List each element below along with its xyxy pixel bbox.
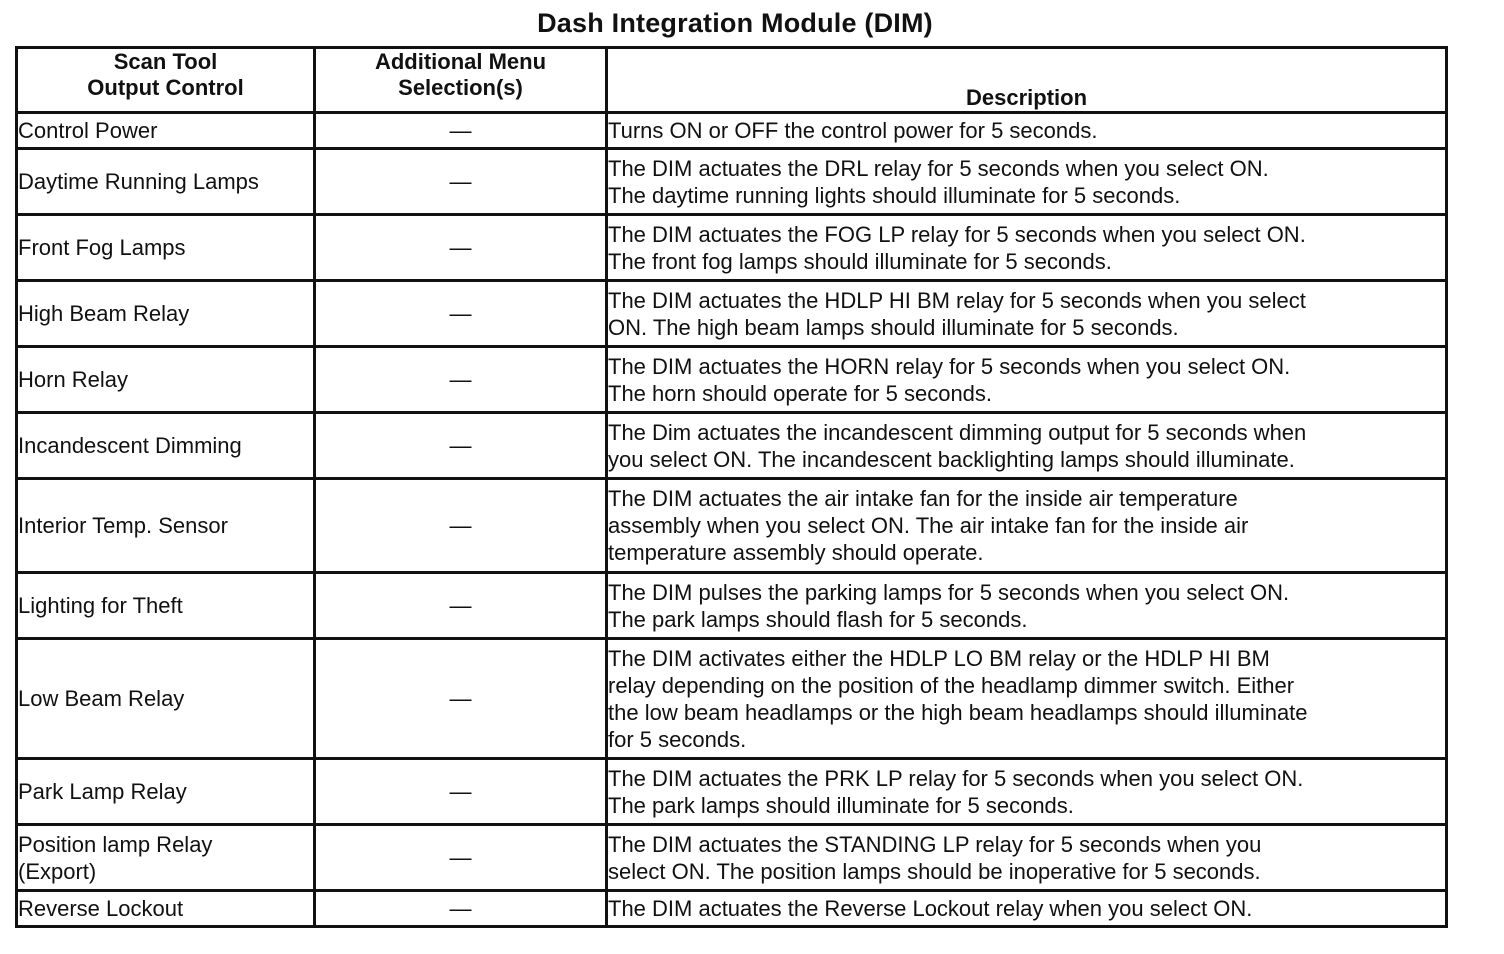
- description-line: The DIM pulses the parking lamps for 5 seconds when you select ON.: [608, 579, 1290, 605]
- description-cell: [607, 347, 1447, 413]
- description-cell: [607, 113, 1447, 149]
- description-line: The DIM actuates the FOG LP relay for 5 seconds when you select ON.: [608, 221, 1306, 247]
- table-row: [17, 215, 1447, 281]
- description-line: for 5 seconds.: [608, 726, 747, 752]
- output-control-name: Reverse Lockout: [18, 896, 184, 921]
- menu-selection-cell: —: [315, 149, 607, 215]
- table-header-row: [17, 48, 1447, 113]
- output-control-cell: [17, 113, 315, 149]
- menu-selection-cell: —: [315, 347, 607, 413]
- output-control-cell: [17, 281, 315, 347]
- table-row: [17, 479, 1447, 573]
- description-cell: [607, 281, 1447, 347]
- output-control-table: [15, 46, 1448, 928]
- header-scan-tool-output-control: [17, 48, 315, 113]
- header-scan-line-2: Output Control: [87, 75, 244, 100]
- description-line: you select ON. The incandescent backlighting lamps should illuminate.: [608, 446, 1295, 472]
- header-menu-line-2: Selection(s): [398, 75, 523, 100]
- description-line: The DIM actuates the air intake fan for the inside air temperature: [608, 486, 1238, 511]
- description-cell: [607, 149, 1447, 215]
- description-cell: [607, 759, 1447, 825]
- description-line: The park lamps should illuminate for 5 seconds.: [608, 792, 1074, 818]
- table-row: [17, 573, 1447, 639]
- output-control-cell: [17, 891, 315, 927]
- description-line: Turns ON or OFF the control power for 5 seconds.: [608, 118, 1098, 143]
- menu-selection-cell: —: [315, 215, 607, 281]
- table-row: [17, 149, 1447, 215]
- description-line: The Dim actuates the incandescent dimming output for 5 seconds when: [608, 419, 1307, 445]
- description-line: The DIM actuates the DRL relay for 5 seconds when you select ON.: [608, 155, 1269, 181]
- description-line: select ON. The position lamps should be inoperative for 5 seconds.: [608, 858, 1261, 884]
- output-control-name: Position lamp Relay: [18, 831, 213, 857]
- menu-selection-cell: —: [315, 891, 607, 927]
- table-row: [17, 825, 1447, 891]
- description-cell: [607, 825, 1447, 891]
- description-line: The DIM actuates the HDLP HI BM relay for 5 seconds when you select: [608, 287, 1306, 313]
- table-row: [17, 413, 1447, 479]
- output-control-cell: [17, 759, 315, 825]
- output-control-name: High Beam Relay: [18, 301, 190, 326]
- menu-selection-cell: —: [315, 113, 607, 149]
- header-menu-line-1: Additional Menu: [374, 49, 547, 74]
- description-line: The DIM actuates the PRK LP relay for 5 seconds when you select ON.: [608, 765, 1304, 791]
- header-scan-line-1: Scan Tool: [113, 49, 218, 74]
- table-row: [17, 347, 1447, 413]
- description-line: The front fog lamps should illuminate for 5 seconds.: [608, 248, 1112, 274]
- table-body: [17, 113, 1447, 927]
- description-line: The daytime running lights should illuminate for 5 seconds.: [608, 182, 1181, 208]
- description-cell: [607, 479, 1447, 573]
- table-row: [17, 759, 1447, 825]
- output-control-name: Interior Temp. Sensor: [18, 513, 228, 538]
- output-control-name: (Export): [18, 858, 97, 884]
- output-control-name: Low Beam Relay: [18, 686, 185, 711]
- menu-selection-cell: —: [315, 281, 607, 347]
- description-line: The horn should operate for 5 seconds.: [608, 380, 993, 406]
- output-control-cell: [17, 347, 315, 413]
- table-row: [17, 891, 1447, 927]
- description-cell: [607, 573, 1447, 639]
- description-cell: [607, 639, 1447, 759]
- output-control-name: Park Lamp Relay: [18, 779, 187, 804]
- description-line: The park lamps should flash for 5 seconds.: [608, 606, 1028, 632]
- output-control-name: Front Fog Lamps: [18, 235, 186, 260]
- description-line: assembly when you select ON. The air intake fan for the inside air: [608, 513, 1249, 538]
- output-control-name: Control Power: [18, 118, 158, 143]
- description-cell: [607, 413, 1447, 479]
- output-control-cell: [17, 825, 315, 891]
- description-line: relay depending on the position of the headlamp dimmer switch. Either: [608, 672, 1295, 698]
- table-row: [17, 113, 1447, 149]
- header-description: Description: [607, 48, 1447, 113]
- output-control-name: Lighting for Theft: [18, 593, 183, 618]
- table-row: [17, 281, 1447, 347]
- header-additional-menu-selections: [315, 48, 607, 113]
- description-line: The DIM activates either the HDLP LO BM relay or the HDLP HI BM: [608, 645, 1270, 671]
- output-control-name: Incandescent Dimming: [18, 433, 242, 458]
- output-control-cell: [17, 215, 315, 281]
- menu-selection-cell: —: [315, 573, 607, 639]
- menu-selection-cell: —: [315, 413, 607, 479]
- description-line: The DIM actuates the Reverse Lockout relay when you select ON.: [608, 896, 1253, 921]
- description-cell: [607, 891, 1447, 927]
- menu-selection-cell: —: [315, 825, 607, 891]
- output-control-cell: [17, 639, 315, 759]
- output-control-name: Daytime Running Lamps: [18, 169, 259, 194]
- output-control-cell: [17, 573, 315, 639]
- output-control-cell: [17, 413, 315, 479]
- page-title: Dash Integration Module (DIM): [537, 8, 933, 38]
- output-control-cell: [17, 149, 315, 215]
- menu-selection-cell: —: [315, 759, 607, 825]
- description-line: The DIM actuates the STANDING LP relay for 5 seconds when you: [608, 831, 1262, 857]
- table-row: [17, 639, 1447, 759]
- description-cell: [607, 215, 1447, 281]
- description-line: temperature assembly should operate.: [608, 540, 984, 565]
- description-line: The DIM actuates the HORN relay for 5 seconds when you select ON.: [608, 353, 1291, 379]
- menu-selection-cell: —: [315, 479, 607, 573]
- description-line: the low beam headlamps or the high beam headlamps should illuminate: [608, 699, 1308, 725]
- description-line: ON. The high beam lamps should illuminate for 5 seconds.: [608, 314, 1179, 340]
- output-control-cell: [17, 479, 315, 573]
- menu-selection-cell: —: [315, 639, 607, 759]
- output-control-name: Horn Relay: [18, 367, 129, 392]
